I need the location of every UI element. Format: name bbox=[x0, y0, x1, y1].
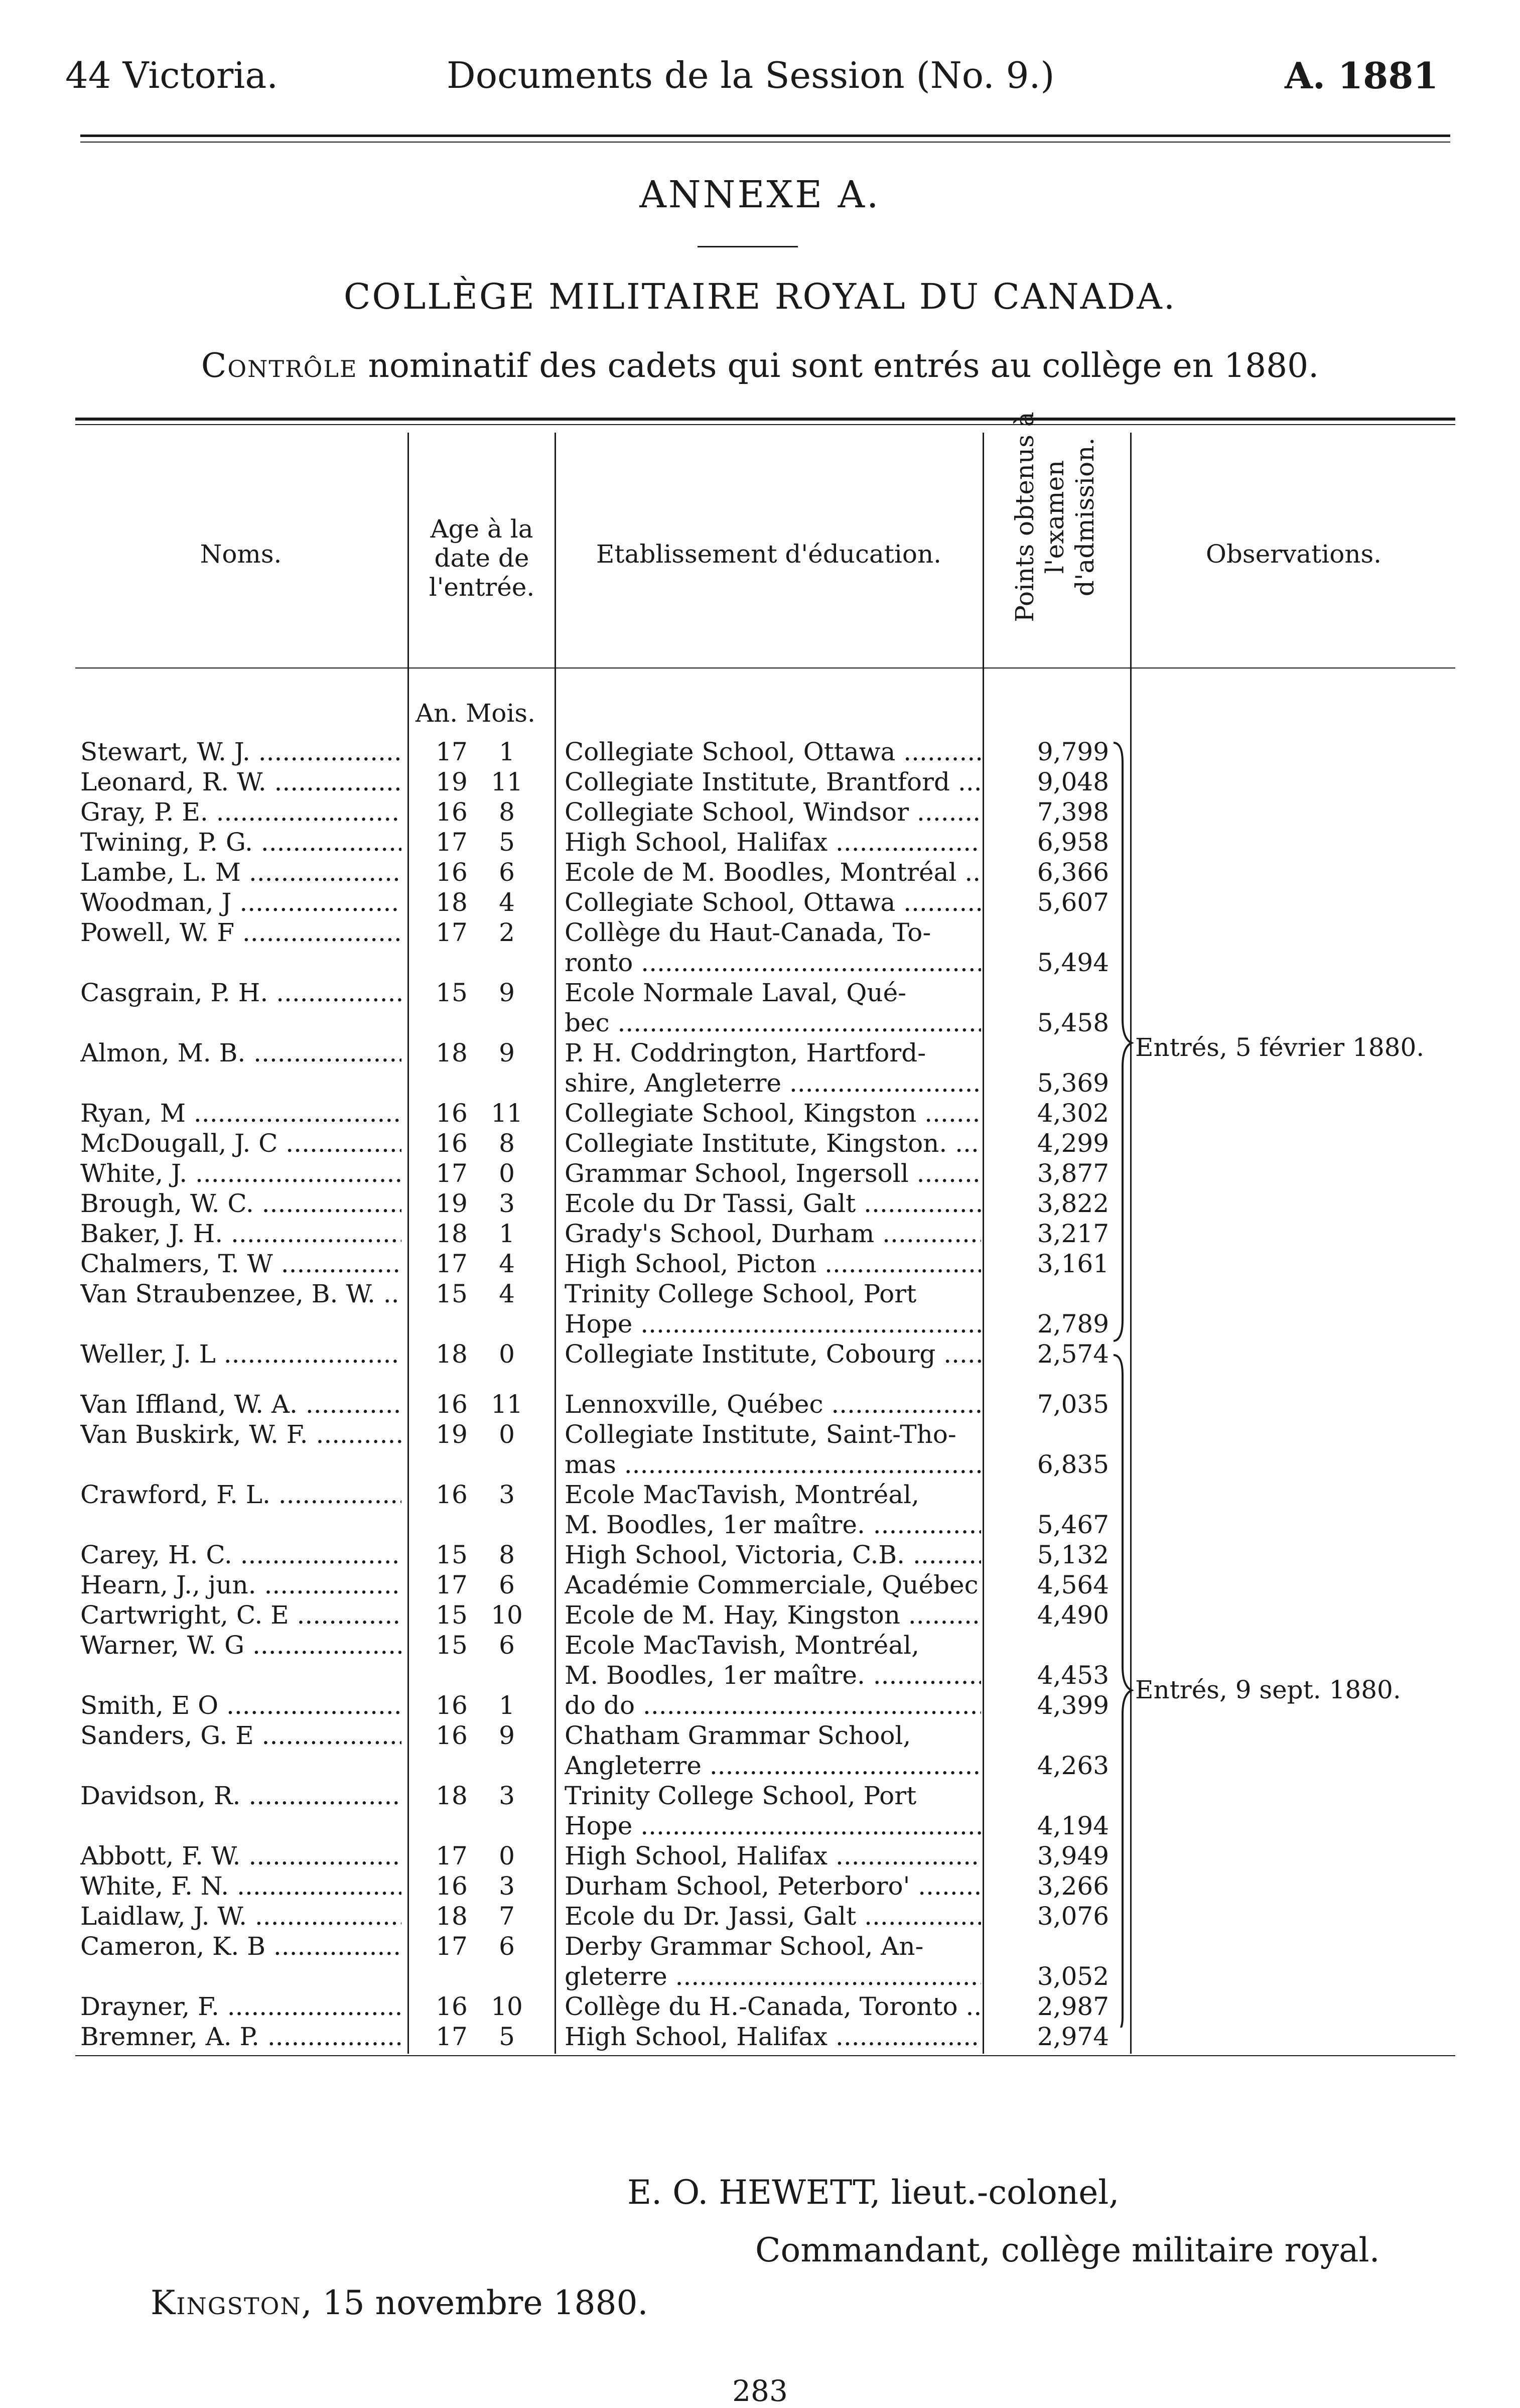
table-row bbox=[0, 978, 1520, 1008]
cell-ans: 16 bbox=[436, 1871, 468, 1901]
cell-name: Sanders, G. E ..... bbox=[80, 1720, 401, 1751]
cell-mois: 6 bbox=[499, 1570, 515, 1599]
table-row bbox=[0, 948, 1520, 978]
table-row bbox=[0, 1931, 1520, 1961]
cell-name: Smith, E O ..... bbox=[80, 1690, 401, 1720]
cell-points: 7,035 bbox=[1037, 1390, 1109, 1419]
cell-name: Woodman, J ..... bbox=[80, 887, 401, 917]
cell-etablissement: Ecole de M. Boodles, Montréal ..... bbox=[565, 857, 981, 887]
cell-name: Bremner, A. P. ..... bbox=[80, 2022, 401, 2052]
cell-etablissement: High School, Halifax ..... bbox=[565, 1841, 981, 1871]
cell-name: Warner, W. G ..... bbox=[80, 1630, 401, 1660]
table-row bbox=[0, 1128, 1520, 1158]
cell-name: Abbott, F. W. ..... bbox=[80, 1841, 401, 1871]
cell-mois: 3 bbox=[499, 1189, 515, 1218]
cell-ans: 15 bbox=[436, 1631, 468, 1660]
cell-ans: 15 bbox=[436, 978, 468, 1007]
cell-points: 5,132 bbox=[1037, 1540, 1109, 1569]
cell-name: Chalmers, T. W ..... bbox=[80, 1249, 401, 1279]
observation-second: Entrés, 9 sept. 1880. bbox=[1135, 1675, 1401, 1704]
cell-name: Van Buskirk, W. F. ..... bbox=[80, 1419, 401, 1449]
table-row bbox=[0, 917, 1520, 948]
cell-mois: 0 bbox=[499, 1841, 515, 1870]
cell-name: Cartwright, C. E ..... bbox=[80, 1600, 401, 1630]
cell-etablissement: High School, Halifax ..... bbox=[565, 2022, 981, 2052]
cell-name: Powell, W. F ..... bbox=[80, 917, 401, 948]
cell-mois: 1 bbox=[499, 1219, 515, 1248]
header-left: 44 Victoria. bbox=[65, 54, 279, 96]
cell-mois: 1 bbox=[499, 737, 515, 766]
cell-etablissement: Collegiate Institute, Kingston. ..... bbox=[565, 1128, 981, 1158]
cell-name: Drayner, F. ..... bbox=[80, 1991, 401, 2022]
cell-etablissement: Durham School, Peterboro' ..... bbox=[565, 1871, 981, 1901]
cell-ans: 18 bbox=[436, 1902, 468, 1931]
cell-etablissement: Chatham Grammar School, bbox=[565, 1721, 911, 1750]
cell-name: Baker, J. H. ..... bbox=[80, 1219, 401, 1249]
table-row bbox=[0, 1279, 1520, 1309]
cell-etablissement: M. Boodles, 1er maître. ..... bbox=[565, 1510, 981, 1540]
cell-mois: 9 bbox=[499, 1038, 515, 1067]
cell-name: Crawford, F. L. ..... bbox=[80, 1480, 401, 1510]
cell-mois: 0 bbox=[499, 1420, 515, 1449]
cell-mois: 0 bbox=[499, 1159, 515, 1188]
table-row bbox=[0, 1188, 1520, 1219]
cell-etablissement: High School, Victoria, C.B. ..... bbox=[565, 1540, 981, 1570]
cell-points: 4,453 bbox=[1037, 1661, 1109, 1690]
cell-mois: 11 bbox=[491, 1390, 523, 1419]
table-row bbox=[0, 1219, 1520, 1249]
cell-points: 4,302 bbox=[1037, 1099, 1109, 1128]
cell-etablissement: Ecole de M. Hay, Kingston ..... bbox=[565, 1600, 981, 1630]
signature-name: E. O. HEWETT, lieut.-colonel, bbox=[627, 2173, 1120, 2212]
cell-ans: 15 bbox=[436, 1600, 468, 1630]
cell-mois: 4 bbox=[499, 1279, 515, 1308]
table-top-rule-thin bbox=[75, 424, 1455, 425]
header-right: A. 1881 bbox=[1285, 54, 1439, 97]
cell-mois: 2 bbox=[499, 918, 515, 947]
cell-ans: 16 bbox=[436, 858, 468, 887]
cell-points: 4,299 bbox=[1037, 1129, 1109, 1158]
cell-mois: 10 bbox=[491, 1992, 523, 2021]
cell-name: Leonard, R. W. ..... bbox=[80, 767, 401, 797]
cell-points: 9,048 bbox=[1037, 767, 1109, 796]
cell-points: 2,789 bbox=[1037, 1309, 1109, 1339]
cell-mois: 11 bbox=[491, 1099, 523, 1128]
table-row bbox=[0, 1510, 1520, 1540]
table-row bbox=[0, 2022, 1520, 2052]
cell-mois: 10 bbox=[491, 1600, 523, 1630]
col-header-points: Points obtenus à l'examen d'admission. bbox=[1010, 412, 1099, 622]
table-row bbox=[0, 1901, 1520, 1931]
cell-etablissement: Collegiate School, Ottawa ..... bbox=[565, 887, 981, 917]
table-row bbox=[0, 1158, 1520, 1188]
cell-mois: 3 bbox=[499, 1480, 515, 1509]
cell-etablissement: mas ..... bbox=[565, 1449, 981, 1480]
table-row bbox=[0, 1068, 1520, 1098]
table-row bbox=[0, 1419, 1520, 1449]
cell-etablissement: Ecole Normale Laval, Qué- bbox=[565, 978, 907, 1007]
cell-etablissement: Angleterre ..... bbox=[565, 1751, 981, 1781]
cell-points: 6,366 bbox=[1037, 858, 1109, 887]
cell-ans: 16 bbox=[436, 1129, 468, 1158]
cell-etablissement: ronto ..... bbox=[565, 948, 981, 978]
table-row bbox=[0, 1309, 1520, 1339]
cell-etablissement: Collegiate School, Kingston ..... bbox=[565, 1098, 981, 1128]
table-header-rule bbox=[75, 667, 1455, 668]
cell-points: 3,949 bbox=[1037, 1841, 1109, 1870]
cell-ans: 19 bbox=[436, 1420, 468, 1449]
cell-etablissement: Ecole du Dr Tassi, Galt ..... bbox=[565, 1188, 981, 1219]
page-number: 283 bbox=[732, 2374, 788, 2408]
cell-name: Hearn, J., jun. ..... bbox=[80, 1570, 401, 1600]
observation-braces bbox=[1112, 733, 1142, 2028]
cell-mois: 6 bbox=[499, 858, 515, 887]
table-row bbox=[0, 1961, 1520, 1991]
cell-etablissement: Lennoxville, Québec ..... bbox=[565, 1389, 981, 1419]
cell-points: 3,822 bbox=[1037, 1189, 1109, 1218]
table-row bbox=[0, 1811, 1520, 1841]
cell-points: 6,958 bbox=[1037, 828, 1109, 857]
cell-etablissement: Ecole du Dr. Jassi, Galt ..... bbox=[565, 1901, 981, 1931]
cell-mois: 8 bbox=[499, 1129, 515, 1158]
cell-etablissement: Hope ..... bbox=[565, 1811, 981, 1841]
cell-name: White, F. N. ..... bbox=[80, 1871, 401, 1901]
cell-points: 4,194 bbox=[1037, 1811, 1109, 1840]
cell-ans: 17 bbox=[436, 828, 468, 857]
cell-name: Cameron, K. B ..... bbox=[80, 1931, 401, 1961]
cell-points: 4,564 bbox=[1037, 1570, 1109, 1599]
cell-points: 3,266 bbox=[1037, 1871, 1109, 1901]
cell-name: Van Iffland, W. A. ..... bbox=[80, 1389, 401, 1419]
cell-ans: 18 bbox=[436, 1340, 468, 1369]
place-rest: , 15 novembre 1880. bbox=[301, 2284, 648, 2322]
cell-points: 3,877 bbox=[1037, 1159, 1109, 1188]
cell-etablissement: Hope ..... bbox=[565, 1309, 981, 1339]
cell-etablissement: M. Boodles, 1er maître. ..... bbox=[565, 1660, 981, 1690]
cell-points: 5,369 bbox=[1037, 1068, 1109, 1098]
header-center: Documents de la Session (No. 9.) bbox=[447, 54, 1055, 96]
cell-ans: 17 bbox=[436, 1932, 468, 1961]
cell-name: Ryan, M ..... bbox=[80, 1098, 401, 1128]
cell-points: 7,398 bbox=[1037, 797, 1109, 827]
cell-points: 2,574 bbox=[1037, 1340, 1109, 1369]
cell-etablissement: Collège du H.-Canada, Toronto ..... bbox=[565, 1991, 981, 2022]
cell-etablissement: Collegiate School, Ottawa ..... bbox=[565, 737, 981, 767]
cell-points: 3,052 bbox=[1037, 1962, 1109, 1991]
cell-mois: 1 bbox=[499, 1691, 515, 1720]
cell-ans: 16 bbox=[436, 1691, 468, 1720]
controle-rest: nominatif des cadets qui sont entrés au collège en 1880. bbox=[368, 346, 1319, 385]
cell-points: 4,399 bbox=[1037, 1691, 1109, 1720]
table-row bbox=[0, 737, 1520, 767]
cell-ans: 15 bbox=[436, 1279, 468, 1308]
cell-mois: 9 bbox=[499, 1721, 515, 1750]
cell-ans: 16 bbox=[436, 1099, 468, 1128]
cell-name: Almon, M. B. ..... bbox=[80, 1038, 401, 1068]
cell-ans: 17 bbox=[436, 1249, 468, 1278]
cell-etablissement: Grady's School, Durham ..... bbox=[565, 1219, 981, 1249]
cell-etablissement: P. H. Coddrington, Hartford- bbox=[565, 1038, 926, 1067]
cell-etablissement: Trinity College School, Port bbox=[565, 1781, 917, 1810]
col-header-etablissement: Etablissement d'éducation. bbox=[596, 540, 942, 569]
table-row bbox=[0, 1720, 1520, 1751]
place-smallcaps: Kingston bbox=[151, 2284, 302, 2322]
table-row bbox=[0, 1781, 1520, 1811]
brace-first bbox=[1114, 743, 1132, 1341]
place-date bbox=[151, 2284, 648, 2322]
cell-name: Laidlaw, J. W. ..... bbox=[80, 1901, 401, 1931]
brace-second bbox=[1114, 1355, 1132, 2028]
col-header-age: Age à la date de l'entrée. bbox=[429, 514, 535, 602]
table-row bbox=[0, 797, 1520, 827]
cell-etablissement: do do ..... bbox=[565, 1690, 981, 1720]
cell-ans: 18 bbox=[436, 1781, 468, 1810]
cell-mois: 6 bbox=[499, 1631, 515, 1660]
table-row bbox=[0, 1449, 1520, 1480]
cell-ans: 18 bbox=[436, 888, 468, 917]
cell-etablissement: Collegiate School, Windsor ..... bbox=[565, 797, 981, 827]
cell-mois: 3 bbox=[499, 1781, 515, 1810]
cell-etablissement: Collegiate Institute, Brantford ..... bbox=[565, 767, 981, 797]
table-row bbox=[0, 1991, 1520, 2022]
table-row bbox=[0, 1098, 1520, 1128]
cell-name: Stewart, W. J. ..... bbox=[80, 737, 401, 767]
annexe-title: ANNEXE A. bbox=[639, 173, 881, 216]
cell-points: 3,161 bbox=[1037, 1249, 1109, 1278]
subheader-an-mois: An. Mois. bbox=[416, 699, 535, 728]
cell-points: 4,490 bbox=[1037, 1600, 1109, 1630]
cell-mois: 5 bbox=[499, 828, 515, 857]
table-bottom-rule bbox=[75, 2055, 1455, 2056]
cell-etablissement: Ecole MacTavish, Montréal, bbox=[565, 1480, 920, 1509]
cell-etablissement: Collège du Haut-Canada, To- bbox=[565, 918, 931, 947]
table-row bbox=[0, 1871, 1520, 1901]
header-rule bbox=[80, 135, 1450, 137]
cell-etablissement: Ecole MacTavish, Montréal, bbox=[565, 1631, 920, 1660]
cell-mois: 7 bbox=[499, 1902, 515, 1931]
cell-name: Davidson, R. ..... bbox=[80, 1781, 401, 1811]
cell-etablissement: gleterre ..... bbox=[565, 1961, 981, 1991]
cell-points: 4,263 bbox=[1037, 1751, 1109, 1780]
cell-name: Gray, P. E. ..... bbox=[80, 797, 401, 827]
cell-points: 5,467 bbox=[1037, 1510, 1109, 1539]
cell-etablissement: Collegiate Institute, Saint-Tho- bbox=[565, 1420, 956, 1449]
cell-ans: 17 bbox=[436, 2022, 468, 2051]
header-rule-thin bbox=[80, 142, 1450, 143]
cell-ans: 17 bbox=[436, 737, 468, 766]
cell-points: 5,458 bbox=[1037, 1008, 1109, 1037]
table-row bbox=[0, 1841, 1520, 1871]
cell-name: Brough, W. C. ..... bbox=[80, 1188, 401, 1219]
cell-ans: 18 bbox=[436, 1219, 468, 1248]
cell-etablissement: shire, Angleterre ..... bbox=[565, 1068, 981, 1098]
cell-ans: 19 bbox=[436, 767, 468, 796]
table-row bbox=[0, 1389, 1520, 1419]
cell-points: 3,217 bbox=[1037, 1219, 1109, 1248]
cell-name: Twining, P. G. ..... bbox=[80, 827, 401, 857]
cell-etablissement: Derby Grammar School, An- bbox=[565, 1932, 924, 1961]
cell-ans: 17 bbox=[436, 1570, 468, 1599]
table-row bbox=[0, 1540, 1520, 1570]
cell-etablissement: High School, Picton ..... bbox=[565, 1249, 981, 1279]
cell-etablissement: Académie Commerciale, Québec ..... bbox=[565, 1570, 981, 1600]
table-row bbox=[0, 1570, 1520, 1600]
cell-mois: 6 bbox=[499, 1932, 515, 1961]
cell-etablissement: Trinity College School, Port bbox=[565, 1279, 917, 1308]
cell-name: Weller, J. L ..... bbox=[80, 1339, 401, 1369]
table-row bbox=[0, 887, 1520, 917]
cell-mois: 4 bbox=[499, 1249, 515, 1278]
cell-etablissement: bec ..... bbox=[565, 1008, 981, 1038]
col-header-noms: Noms. bbox=[200, 540, 282, 569]
cell-points: 6,835 bbox=[1037, 1450, 1109, 1479]
cell-mois: 3 bbox=[499, 1871, 515, 1901]
table-row bbox=[0, 1630, 1520, 1660]
cell-ans: 15 bbox=[436, 1540, 468, 1569]
cell-points: 2,987 bbox=[1037, 1992, 1109, 2021]
cell-ans: 16 bbox=[436, 1721, 468, 1750]
cell-mois: 5 bbox=[499, 2022, 515, 2051]
cell-name: Van Straubenzee, B. W. ..... bbox=[80, 1279, 401, 1309]
cell-etablissement: Collegiate Institute, Cobourg ..... bbox=[565, 1339, 981, 1369]
cell-mois: 0 bbox=[499, 1340, 515, 1369]
cell-etablissement: Grammar School, Ingersoll ..... bbox=[565, 1158, 981, 1188]
cell-ans: 19 bbox=[436, 1189, 468, 1218]
cell-ans: 16 bbox=[436, 1480, 468, 1509]
table-row bbox=[0, 1339, 1520, 1369]
table-row bbox=[0, 1249, 1520, 1279]
title-divider bbox=[698, 246, 798, 247]
observation-first: Entrés, 5 février 1880. bbox=[1135, 1033, 1425, 1062]
cell-ans: 17 bbox=[436, 1841, 468, 1870]
table-row bbox=[0, 1480, 1520, 1510]
cell-ans: 16 bbox=[436, 1992, 468, 2021]
table-row bbox=[0, 767, 1520, 797]
table-top-rule bbox=[75, 418, 1455, 421]
cell-mois: 8 bbox=[499, 797, 515, 827]
cell-mois: 9 bbox=[499, 978, 515, 1007]
cell-ans: 16 bbox=[436, 1390, 468, 1419]
cell-ans: 17 bbox=[436, 918, 468, 947]
cell-points: 2,974 bbox=[1037, 2022, 1109, 2051]
college-title: COLLÈGE MILITAIRE ROYAL DU CANADA. bbox=[343, 276, 1177, 317]
col-header-observations: Observations. bbox=[1205, 540, 1382, 569]
table-row bbox=[0, 1751, 1520, 1781]
cell-ans: 16 bbox=[436, 797, 468, 827]
controle-smallcaps: Contrôle bbox=[201, 346, 358, 385]
cell-points: 9,799 bbox=[1037, 737, 1109, 766]
table-row bbox=[0, 857, 1520, 887]
cell-name: Casgrain, P. H. ..... bbox=[80, 978, 401, 1008]
cell-mois: 4 bbox=[499, 888, 515, 917]
table-row bbox=[0, 827, 1520, 857]
cell-name: White, J. ..... bbox=[80, 1158, 401, 1188]
cell-mois: 8 bbox=[499, 1540, 515, 1569]
cell-points: 5,607 bbox=[1037, 888, 1109, 917]
cell-points: 3,076 bbox=[1037, 1902, 1109, 1931]
cell-name: Lambe, L. M ..... bbox=[80, 857, 401, 887]
cell-mois: 11 bbox=[491, 767, 523, 796]
cell-points: 5,494 bbox=[1037, 948, 1109, 977]
cell-ans: 18 bbox=[436, 1038, 468, 1067]
signature-title: Commandant, collège militaire royal. bbox=[755, 2231, 1380, 2269]
cell-name: Carey, H. C. ..... bbox=[80, 1540, 401, 1570]
controle-subtitle bbox=[0, 346, 1520, 385]
cell-name: McDougall, J. C ..... bbox=[80, 1128, 401, 1158]
table-row bbox=[0, 1600, 1520, 1630]
cell-etablissement: High School, Halifax ..... bbox=[565, 827, 981, 857]
cell-ans: 17 bbox=[436, 1159, 468, 1188]
